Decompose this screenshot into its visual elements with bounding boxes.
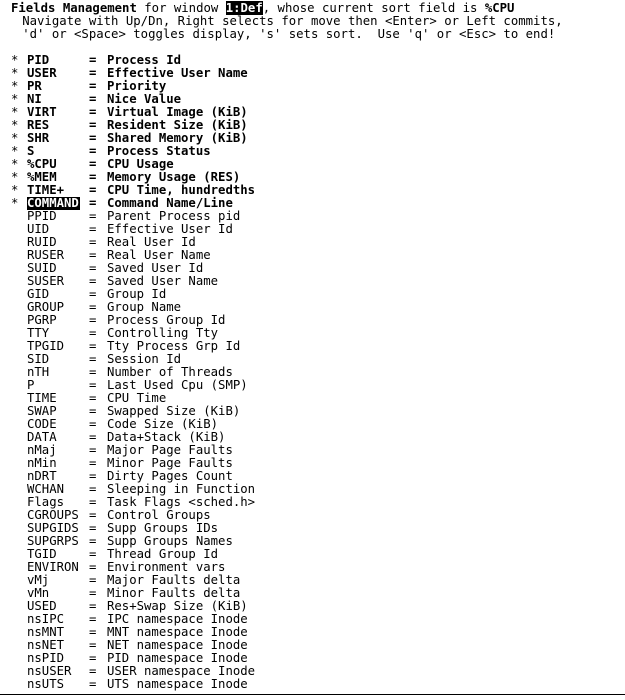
field-equals-sign: = [89, 378, 97, 392]
field-name: RUSER [27, 248, 65, 262]
field-description: CPU Usage [107, 157, 174, 171]
field-name: GID [27, 287, 50, 301]
field-name: nsUSER [27, 664, 72, 678]
field-name: nDRT [27, 469, 57, 483]
field-description: Resident Size (KiB) [107, 118, 248, 132]
field-name: TPGID [27, 339, 65, 353]
field-equals-sign: = [89, 651, 97, 665]
field-description: USER namespace Inode [107, 664, 256, 678]
field-description: Thread Group Id [107, 547, 219, 561]
field-name: vMj [27, 573, 50, 587]
field-name: RES [27, 118, 50, 132]
field-description: Process Group Id [107, 313, 226, 327]
field-equals-sign: = [89, 352, 97, 366]
field-equals-sign: = [89, 105, 97, 119]
field-equals-sign: = [89, 456, 97, 470]
field-equals-sign: = [89, 339, 97, 353]
field-name: vMn [27, 586, 50, 600]
field-description: Real User Name [107, 248, 211, 262]
field-equals-sign: = [89, 300, 97, 314]
field-equals-sign: = [89, 677, 97, 691]
field-equals-sign: = [89, 482, 97, 496]
field-description: Memory Usage (RES) [107, 170, 241, 184]
field-description: UTS namespace Inode [107, 677, 248, 691]
field-name: GROUP [27, 300, 65, 314]
field-description: Real User Id [107, 235, 196, 249]
field-name: USER [27, 66, 57, 80]
field-description: Code Size (KiB) [107, 417, 219, 431]
field-equals-sign: = [89, 287, 97, 301]
field-name: USED [27, 599, 57, 613]
field-name: PGRP [27, 313, 57, 327]
field-description: Nice Value [107, 92, 182, 106]
field-description: Session Id [107, 352, 182, 366]
field-description: Group Name [107, 300, 182, 314]
field-equals-sign: = [89, 196, 97, 210]
window-name-badge: 1:Def [225, 1, 263, 15]
field-name: TIME+ [27, 183, 65, 197]
help-line-toggle: 'd' or <Space> toggles display, 's' sets sort. Use 'q' or <Esc> to end! [0, 27, 556, 41]
field-display-marker: * [11, 131, 19, 145]
field-description: Saved User Id [107, 261, 204, 275]
sort-field-name: %CPU [484, 1, 515, 15]
field-description: Priority [107, 79, 167, 93]
field-name: RUID [27, 235, 57, 249]
screen-title: Fields Management [11, 1, 137, 15]
field-row[interactable] [0, 678, 625, 691]
field-display-marker: * [11, 66, 19, 80]
field-equals-sign: = [89, 118, 97, 132]
field-equals-sign: = [89, 417, 97, 431]
field-equals-sign: = [89, 157, 97, 171]
field-description: Process Status [107, 144, 211, 158]
field-display-marker: * [11, 144, 19, 158]
field-display-marker: * [11, 183, 19, 197]
field-equals-sign: = [89, 209, 97, 223]
field-display-marker: * [11, 157, 19, 171]
field-equals-sign: = [89, 430, 97, 444]
field-name: DATA [27, 430, 57, 444]
field-name: nMaj [27, 443, 57, 457]
help-line-navigate: Navigate with Up/Dn, Right selects for move then <Enter> or Left commits, [0, 14, 563, 28]
field-description: Effective User Name [107, 66, 248, 80]
field-equals-sign: = [89, 274, 97, 288]
field-description: Tty Process Grp Id [107, 339, 241, 353]
field-name: nsPID [27, 651, 65, 665]
field-name: SHR [27, 131, 50, 145]
field-equals-sign: = [89, 586, 97, 600]
field-equals-sign: = [89, 391, 97, 405]
field-name: SUSER [27, 274, 65, 288]
field-name: Flags [27, 495, 65, 509]
field-description: Swapped Size (KiB) [107, 404, 241, 418]
field-name: TGID [27, 547, 57, 561]
field-equals-sign: = [89, 638, 97, 652]
field-equals-sign: = [89, 599, 97, 613]
field-equals-sign: = [89, 664, 97, 678]
field-description: Environment vars [107, 560, 226, 574]
field-description: Command Name/Line [107, 196, 233, 210]
field-name: ENVIRON [27, 560, 79, 574]
field-description: CPU Time [107, 391, 167, 405]
field-description: Virtual Image (KiB) [107, 105, 248, 119]
field-description: Process Id [107, 53, 182, 67]
field-equals-sign: = [89, 534, 97, 548]
field-equals-sign: = [89, 170, 97, 184]
field-equals-sign: = [89, 404, 97, 418]
field-description: Sleeping in Function [107, 482, 256, 496]
field-description: Number of Threads [107, 365, 233, 379]
field-equals-sign: = [89, 222, 97, 236]
field-name: SUPGIDS [27, 521, 79, 535]
field-description: Dirty Pages Count [107, 469, 233, 483]
bottom-divider [0, 694, 625, 695]
field-equals-sign: = [89, 261, 97, 275]
field-name: NI [27, 92, 42, 106]
field-name: COMMAND [27, 196, 79, 210]
field-equals-sign: = [89, 469, 97, 483]
field-name: WCHAN [27, 482, 65, 496]
field-name: CODE [27, 417, 57, 431]
field-description: MNT namespace Inode [107, 625, 248, 639]
field-name: SWAP [27, 404, 57, 418]
field-equals-sign: = [89, 79, 97, 93]
field-equals-sign: = [89, 495, 97, 509]
field-description: Saved User Name [107, 274, 219, 288]
field-equals-sign: = [89, 443, 97, 457]
field-equals-sign: = [89, 521, 97, 535]
field-equals-sign: = [89, 144, 97, 158]
field-display-marker: * [11, 170, 19, 184]
field-equals-sign: = [89, 612, 97, 626]
field-description: Last Used Cpu (SMP) [107, 378, 248, 392]
for-window-text: for window [136, 1, 226, 15]
field-description: NET namespace Inode [107, 638, 248, 652]
field-name: P [27, 378, 35, 392]
field-name: SID [27, 352, 50, 366]
field-description: Shared Memory (KiB) [107, 131, 248, 145]
field-display-marker: * [11, 196, 19, 210]
field-description: IPC namespace Inode [107, 612, 248, 626]
field-equals-sign: = [89, 365, 97, 379]
field-equals-sign: = [89, 560, 97, 574]
field-display-marker: * [11, 92, 19, 106]
field-name: VIRT [27, 105, 57, 119]
field-name: %MEM [27, 170, 57, 184]
field-equals-sign: = [89, 326, 97, 340]
field-equals-sign: = [89, 235, 97, 249]
field-description: Task Flags <sched.h> [107, 495, 256, 509]
field-display-marker: * [11, 118, 19, 132]
field-description: Minor Faults delta [107, 586, 241, 600]
field-name: CGROUPS [27, 508, 79, 522]
field-equals-sign: = [89, 183, 97, 197]
sort-text: , whose current sort field is [262, 1, 485, 15]
field-equals-sign: = [89, 547, 97, 561]
field-equals-sign: = [89, 508, 97, 522]
field-name: nsIPC [27, 612, 65, 626]
field-display-marker: * [11, 79, 19, 93]
field-equals-sign: = [89, 625, 97, 639]
field-display-marker: * [11, 105, 19, 119]
field-display-marker: * [11, 53, 19, 67]
field-name: nMin [27, 456, 57, 470]
field-description: Major Faults delta [107, 573, 241, 587]
field-name: SUPGRPS [27, 534, 79, 548]
field-name: S [27, 144, 35, 158]
field-equals-sign: = [89, 53, 97, 67]
field-equals-sign: = [89, 92, 97, 106]
field-name: PID [27, 53, 50, 67]
field-name: SUID [27, 261, 57, 275]
field-name: nTH [27, 365, 50, 379]
field-description: Major Page Faults [107, 443, 233, 457]
field-equals-sign: = [89, 573, 97, 587]
field-description: Group Id [107, 287, 167, 301]
field-equals-sign: = [89, 248, 97, 262]
field-description: Effective User Id [107, 222, 233, 236]
field-description: Controlling Tty [107, 326, 219, 340]
field-equals-sign: = [89, 131, 97, 145]
field-description: Supp Groups IDs [107, 521, 219, 535]
field-equals-sign: = [89, 66, 97, 80]
field-name: TIME [27, 391, 57, 405]
field-name: TTY [27, 326, 50, 340]
field-description: Minor Page Faults [107, 456, 233, 470]
field-name: PPID [27, 209, 57, 223]
field-name: UID [27, 222, 50, 236]
field-description: PID namespace Inode [107, 651, 248, 665]
field-description: Supp Groups Names [107, 534, 233, 548]
field-name: nsUTS [27, 677, 65, 691]
field-description: Parent Process pid [107, 209, 241, 223]
field-name: PR [27, 79, 42, 93]
field-description: Control Groups [107, 508, 211, 522]
field-name: nsNET [27, 638, 65, 652]
field-name: nsMNT [27, 625, 65, 639]
field-equals-sign: = [89, 313, 97, 327]
field-description: Res+Swap Size (KiB) [107, 599, 248, 613]
field-name: %CPU [27, 157, 57, 171]
field-description: Data+Stack (KiB) [107, 430, 226, 444]
field-description: CPU Time, hundredths [107, 183, 256, 197]
